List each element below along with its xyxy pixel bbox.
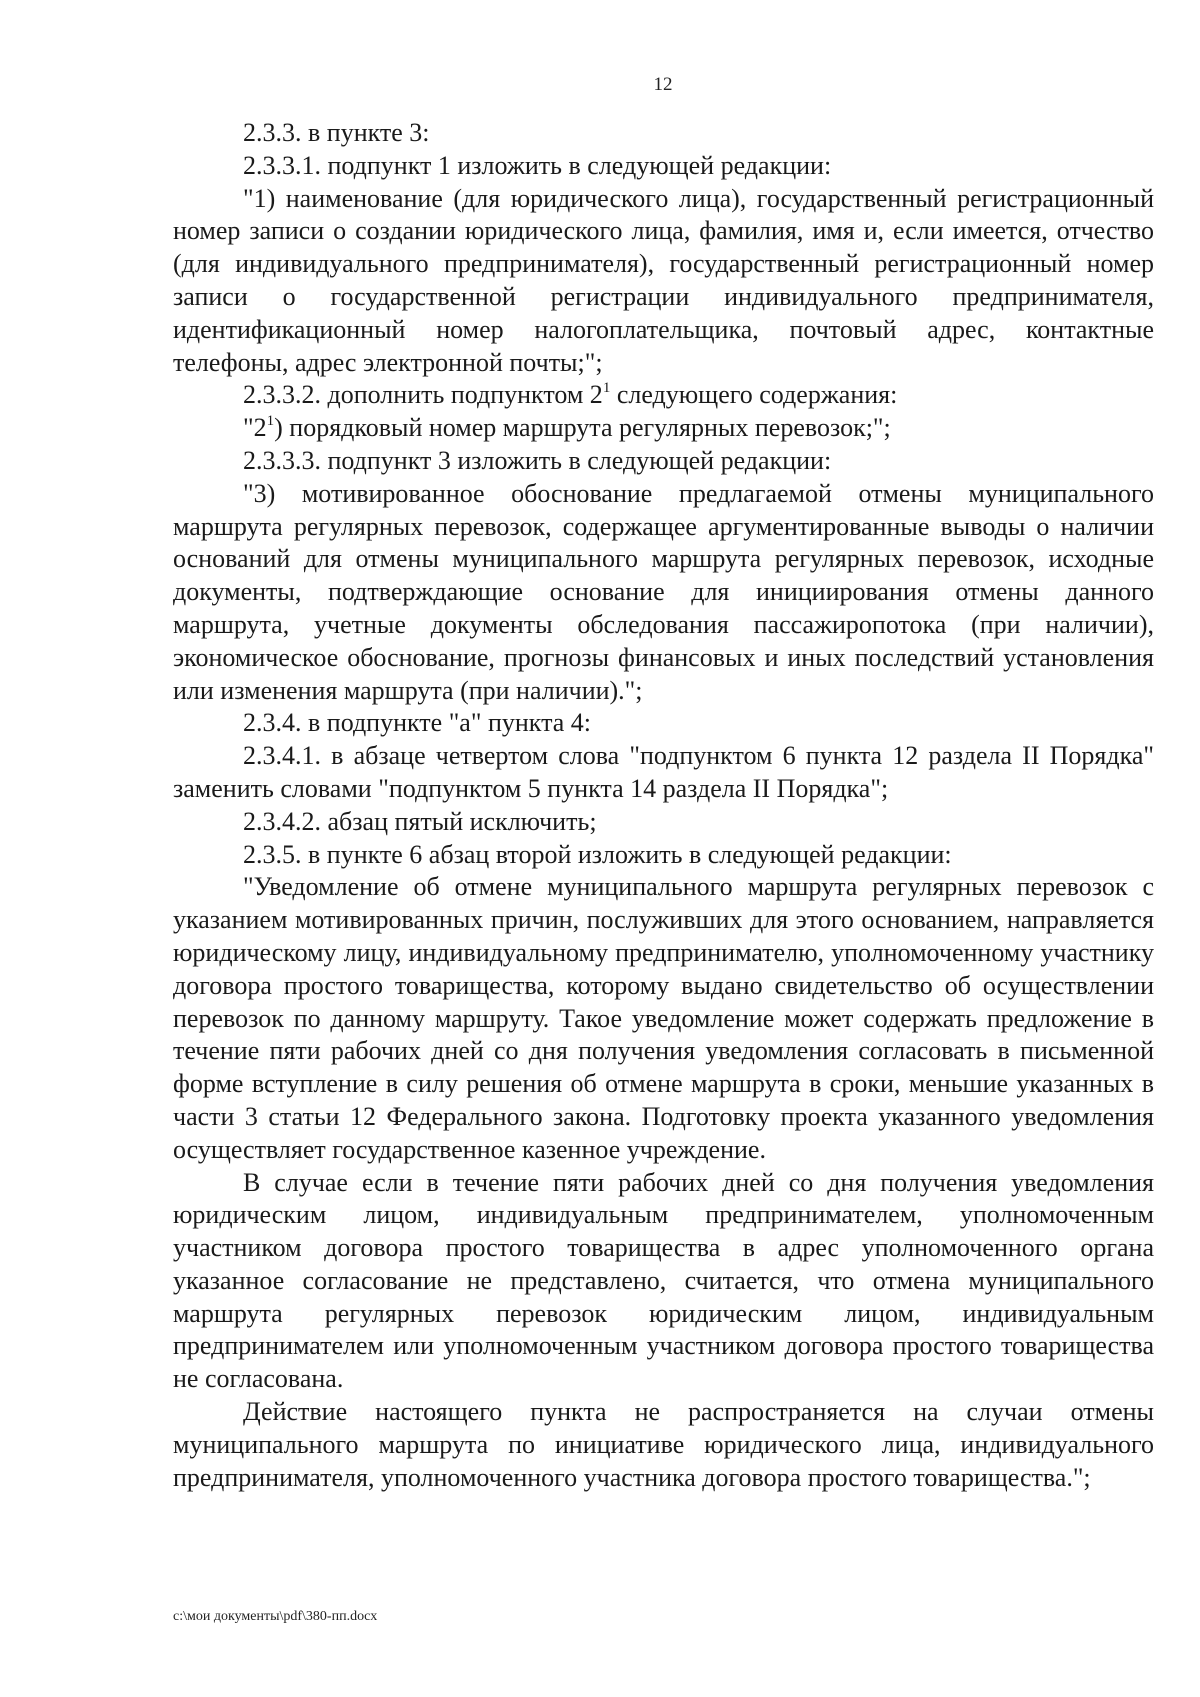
paragraph-2-3-3-2 <box>173 379 1154 412</box>
document-body <box>173 117 1154 1494</box>
paragraph-2-3-4-1: 2.3.4.1. в абзаце четвертом слова "подпунктом 6 пункта 12 раздела II Порядка" заменить словами "подпунктом 5 пункта 14 раздела II Порядка"; <box>173 741 1154 803</box>
paragraph-2-3-5: 2.3.5. в пункте 6 абзац второй изложить в следующей редакции: <box>243 839 952 869</box>
paragraph-2-3-3-2-text: 2.3.3.2. дополнить подпунктом 2 <box>243 380 603 410</box>
file-path-footer: c:\мои документы\pdf\380-пп.docx <box>173 1609 378 1624</box>
paragraph-2-3-3-1: 2.3.3.1. подпункт 1 изложить в следующей редакции: <box>243 150 832 180</box>
paragraph-2-3-4-2: 2.3.4.2. абзац пятый исключить; <box>243 806 597 836</box>
quote-scope: Действие настоящего пункта не распространяется на случаи отмены муниципального маршрута по инициативе юридического лица, индивидуального предпринимателя, уполномоченного участника договора простого товарищества."; <box>173 1397 1154 1492</box>
quote-notification: "Уведомление об отмене муниципального маршрута регулярных перевозок с указанием мотивированных причин, послуживших для этого основанием, направляется юридическому лицу, индивидуальному предпринимателю, уполномоченному участнику договора простого товарищества, которому выдано свидетельство об осуществлении перевозок по данному маршруту. Такое уведомление может содержать предложение в течение пяти рабочих дней со дня получения уведомления согласовать в письменной форме вступление в силу решения об отмене маршрута в сроки, меньшие указанных в части 3 статьи 12 Федерального закона. Подготовку проекта указанного уведомления осуществляет государственное казенное учреждение. <box>173 872 1154 1164</box>
quote-subpoint-2-1 <box>173 412 1154 445</box>
page-number: 12 <box>653 74 673 95</box>
paragraph-2-3-3: 2.3.3. в пункте 3: <box>243 118 430 147</box>
quote-subpoint-3: "3) мотивированное обоснование предлагаемой отмены муниципального маршрута регулярных перевозок, содержащее аргументированные выводы о наличии оснований для отмены муниципального маршрута регулярных перевозок, исходные документы, подтверждающие основание для инициирования отмены данного маршрута, учетные документы обследования пассажиропотока (при наличии), экономическое обоснование, прогнозы финансовых и иных последствий установления или изменения маршрута (при наличии)."; <box>173 478 1154 705</box>
superscript: 1 <box>602 380 611 397</box>
paragraph-2-3-4: 2.3.4. в подпункте "а" пункта 4: <box>243 708 592 738</box>
superscript: 1 <box>266 413 275 430</box>
quote-subpoint-2-1-tail: ) порядковый номер маршрута регулярных перевозок;"; <box>274 413 891 443</box>
paragraph-2-3-3-3: 2.3.3.3. подпункт 3 изложить в следующей редакции: <box>243 445 832 475</box>
paragraph-2-3-3-2-tail: следующего содержания: <box>610 380 898 410</box>
quote-subpoint-1: "1) наименование (для юридического лица), государственный регистрационный номер записи о создании юридического лица, фамилия, имя и, если имеется, отчество (для индивидуального предпринимателя), государственный регистрационный номер записи о государственной регистрации индивидуального предпринимателя, идентификационный номер налогоплательщика, почтовый адрес, контактные телефоны, адрес электронной почты;"; <box>173 183 1154 377</box>
quote-subpoint-2-1-text: "2 <box>243 413 267 443</box>
quote-consent: В случае если в течение пяти рабочих дней со дня получения уведомления юридическим лицом, индивидуальным предпринимателем, уполномоченным участником договора простого товарищества в адрес уполномоченного органа указанное согласование не представлено, считается, что отмена муниципального маршрута регулярных перевозок юридическим лицом, индивидуальным предпринимателем или уполномоченным участником договора простого товарищества не согласована. <box>173 1167 1154 1394</box>
